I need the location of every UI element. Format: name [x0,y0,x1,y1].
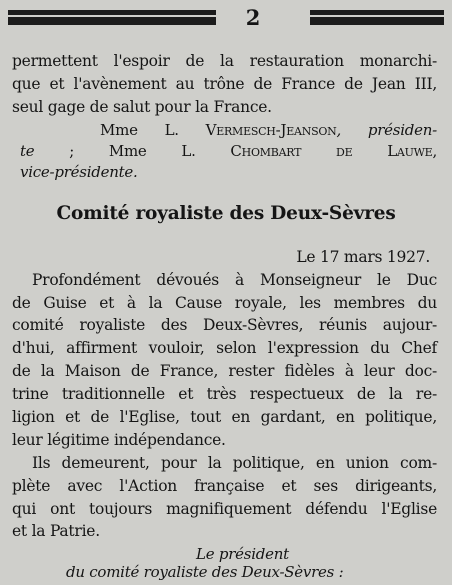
text-line: permettent l'espoir de la restauration monarchi- [12,52,437,70]
signature-title: Mme L. [100,121,179,139]
signature-role: , présiden- [336,121,437,139]
signature-name: Vermesch-Jeanson [205,121,337,139]
signature-line [20,142,437,161]
header-rule-right [310,10,444,25]
text-line: d'hui, affirment vouloir, selon l'expression du Chef [12,339,437,357]
text-line: ligion et de l'Eglise, tout en gardant, en politique, [12,408,437,426]
header-rule-left [8,10,216,25]
signature-comma: , [432,142,437,160]
text-line: plète avec l'Action française et ses dirigeants, [12,477,437,495]
text-line: Ils demeurent, pour la politique, en union com- [32,454,437,472]
dateline: Le 17 mars 1927. [296,248,430,266]
signature-title: Le président [196,545,289,563]
text-line: comité royaliste des Deux-Sèvres, réunis aujour- [12,316,437,334]
page-number: 2 [245,5,261,30]
signature-role: te [20,142,35,160]
signature-name: Chombart de Lauwe [230,142,433,160]
text-line: leur légitime indépendance. [12,431,226,449]
text-line: et la Patrie. [12,522,100,540]
text-line: de Guise et à la Cause royale, les membres du [12,294,437,312]
signature-line [100,121,437,140]
text-line: trine traditionnelle et très respectueux de la re- [12,385,437,403]
text-line: qui ont toujours magnifiquement défendu l'Eglise [12,500,437,518]
signature-role: vice-présidente. [20,163,138,181]
text-line: de la Maison de France, rester fidèles à leur doc- [12,362,437,380]
signature-organization: du comité royaliste des Deux-Sèvres : [66,563,344,581]
text-line: que et l'avènement au trône de France de Jean III, [12,75,437,93]
text-line: Profondément dévoués à Monseigneur le Duc [32,271,437,289]
signature-separator: ; Mme L. [34,142,196,160]
article-heading: Comité royaliste des Deux-Sèvres [56,203,396,224]
text-line: seul gage de salut pour la France. [12,98,272,116]
